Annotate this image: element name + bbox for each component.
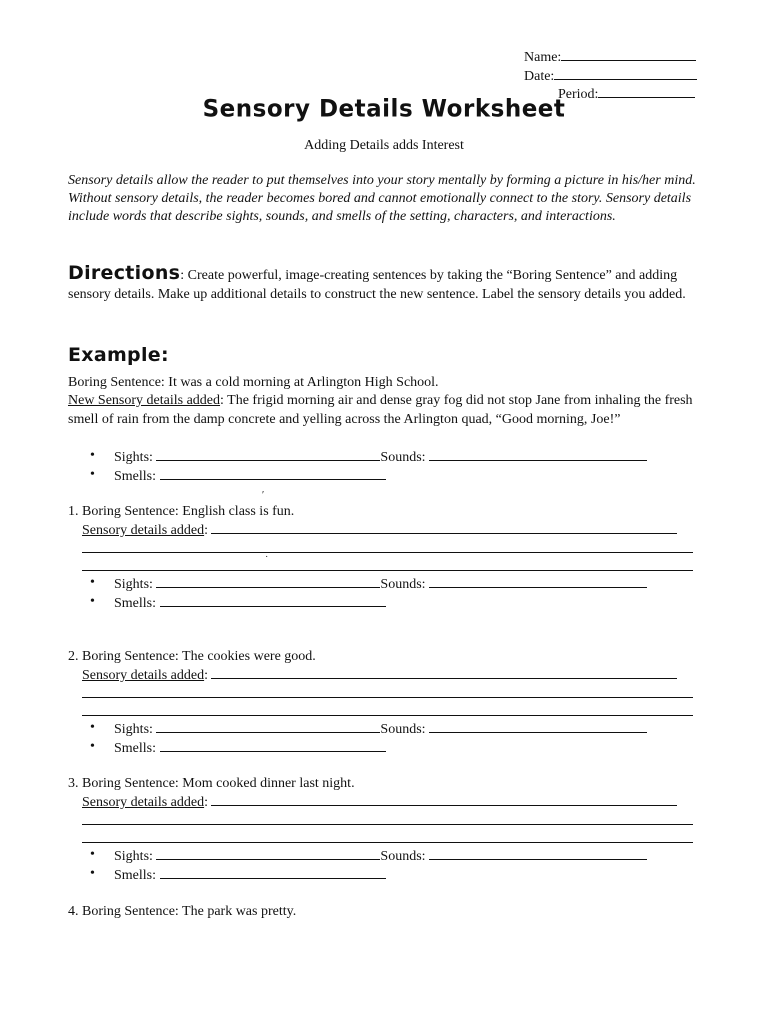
directions-heading: Directions	[68, 262, 181, 284]
exercise-1-smells-row	[90, 593, 386, 613]
exercise-3-answer-line-1[interactable]	[82, 824, 693, 825]
example-new-text: : The frigid morning air and dense gray fog did not stop Jane from inhaling the fresh smell of rain from the damp concrete and yelling across the Arlington quad, “Good morning, Joe!”	[68, 393, 693, 427]
exercise-3-answer-line-2[interactable]	[82, 842, 693, 843]
details-colon: :	[204, 795, 208, 810]
smells-label: Smells:	[114, 596, 160, 611]
exercise-1-sounds-blank[interactable]	[429, 574, 647, 588]
exercise-2-smells-blank[interactable]	[160, 738, 386, 752]
example-sights-sounds-row	[90, 447, 647, 467]
sights-label: Sights:	[114, 450, 157, 465]
example-sounds-blank[interactable]	[429, 447, 647, 461]
smells-label: Smells:	[114, 868, 160, 883]
exercise-1-boring: 1. Boring Sentence: English class is fun.	[68, 504, 295, 519]
smells-label: Smells:	[114, 469, 160, 484]
example-new-label: New Sensory details added	[68, 393, 221, 408]
directions-text: : Create powerful, image-creating sentences by taking the “Boring Sentence” and adding sensory details. Make up additional details to construct the new sentence. Label the sensory details you added.	[68, 268, 686, 302]
page-title: Sensory Details Worksheet	[202, 95, 566, 123]
exercise-3-details-row	[82, 792, 677, 812]
exercise-1-sights-blank[interactable]	[156, 574, 380, 588]
exercise-2-sights-sounds-row	[90, 719, 647, 739]
exercise-2-sounds-blank[interactable]	[429, 719, 647, 733]
sights-label: Sights:	[114, 722, 157, 737]
exercise-3-sights-sounds-row	[90, 846, 647, 866]
name-blank[interactable]	[561, 47, 696, 61]
example-new-sentence	[68, 391, 696, 429]
exercise-2-details-blank[interactable]	[211, 665, 677, 679]
sounds-label: Sounds:	[380, 577, 430, 592]
exercise-1-answer-line-2[interactable]	[82, 570, 693, 571]
directions-paragraph	[68, 264, 708, 304]
date-field[interactable]	[524, 66, 697, 86]
exercise-3-smells-blank[interactable]	[160, 865, 386, 879]
example-smells-row	[90, 466, 386, 486]
smells-label: Smells:	[114, 741, 160, 756]
page-subtitle: Adding Details adds Interest	[304, 138, 464, 153]
sights-label: Sights:	[114, 577, 157, 592]
sounds-label: Sounds:	[380, 849, 430, 864]
exercise-3-boring: 3. Boring Sentence: Mom cooked dinner last night.	[68, 776, 355, 791]
sounds-label: Sounds:	[380, 450, 430, 465]
period-blank[interactable]	[598, 84, 695, 98]
exercise-2-smells-row	[90, 738, 386, 758]
stray-dot: ˙	[265, 555, 269, 566]
exercise-2-answer-line-2[interactable]	[82, 715, 693, 716]
exercise-1-details-row	[82, 520, 677, 540]
exercise-3-smells-row	[90, 865, 386, 885]
example-boring-sentence: Boring Sentence: It was a cold morning at Arlington High School.	[68, 375, 439, 390]
name-label: Name:	[524, 50, 562, 65]
date-label: Date:	[524, 69, 555, 84]
period-label: Period:	[558, 87, 599, 102]
exercise-3-details-blank[interactable]	[211, 792, 677, 806]
details-colon: :	[204, 668, 208, 683]
exercise-1-sights-sounds-row	[90, 574, 647, 594]
example-smells-blank[interactable]	[160, 466, 386, 480]
example-heading: Example:	[68, 344, 169, 366]
exercise-2-boring: 2. Boring Sentence: The cookies were good.	[68, 649, 316, 664]
exercise-4-boring: 4. Boring Sentence: The park was pretty.	[68, 904, 297, 919]
exercise-1-details-blank[interactable]	[211, 520, 677, 534]
example-sights-blank[interactable]	[156, 447, 380, 461]
details-added-label: Sensory details added	[82, 668, 205, 683]
name-field[interactable]	[524, 47, 696, 67]
stray-mark: ′	[262, 490, 265, 501]
details-colon: :	[204, 523, 208, 538]
date-blank[interactable]	[554, 66, 697, 80]
sights-label: Sights:	[114, 849, 157, 864]
exercise-3-sights-blank[interactable]	[156, 846, 380, 860]
exercise-2-answer-line-1[interactable]	[82, 697, 693, 698]
sounds-label: Sounds:	[380, 722, 430, 737]
exercise-1-answer-line-1[interactable]	[82, 552, 693, 553]
details-added-label: Sensory details added	[82, 795, 205, 810]
exercise-3-sounds-blank[interactable]	[429, 846, 647, 860]
details-added-label: Sensory details added	[82, 523, 205, 538]
intro-paragraph: Sensory details allow the reader to put themselves into your story mentally by forming a picture in his/her mind. Without sensory details, the reader becomes bored and cannot emotionally connect to the story. Sensory details include words that describe sights, sounds, and smells of the setting, characters, and interactions.	[68, 173, 696, 224]
exercise-2-details-row	[82, 665, 677, 685]
exercise-1-smells-blank[interactable]	[160, 593, 386, 607]
exercise-2-sights-blank[interactable]	[156, 719, 380, 733]
